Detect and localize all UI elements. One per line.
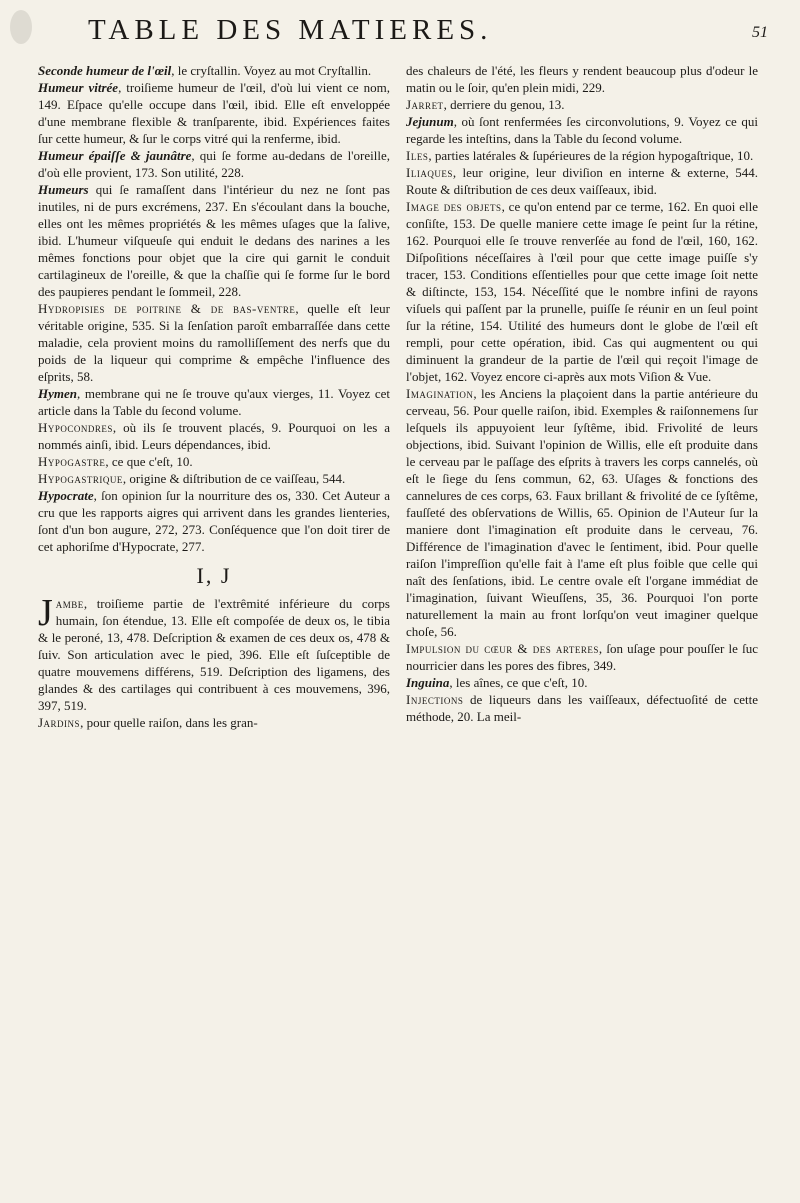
- index-entry: [406, 147, 758, 164]
- entry-text: des chaleurs de l'été, les fleurs y rendent beaucoup plus d'odeur le matin ou le ſoir, qu'en plein midi, 229.: [406, 63, 758, 95]
- index-entry: [406, 640, 758, 674]
- entry-headword: Hypogastrique: [38, 471, 123, 486]
- entry-text: qui ſe ramaſſent dans l'intérieur du nez ne ſont pas inutiles, ni de purs excrémens, 237. En s'écoulant dans la bouche, elles ont les mêmes propriétés & les mêmes uſages que la ſalive, ibid. L'humeur viſqueuſe qui enduit le dedans des narines a les mêmes fonctions pour objet que la cire qui garnit le conduit cartilagineux de l'oreille, & que la chaſſie qui ſe forme ſur le bord des paupieres pendant le ſommeil, 228.: [38, 182, 390, 299]
- left-column: [38, 62, 390, 731]
- entry-text: , membrane qui ne ſe trouve qu'aux vierges, 11. Voyez cet article dans la Table du ſecond volume.: [38, 386, 390, 418]
- entry-headword: Jejunum: [406, 114, 454, 129]
- entry-text: , les aînes, ce que c'eſt, 10.: [449, 675, 588, 690]
- entry-headword: Humeur épaiſſe & jaunâtre: [38, 148, 192, 163]
- entry-headword: Humeurs: [38, 182, 89, 197]
- entry-text: , parties latérales & ſupérieures de la région hypogaſtrique, 10.: [428, 148, 754, 163]
- index-entry: [406, 113, 758, 147]
- entry-headword: Injections: [406, 692, 464, 707]
- index-entry: [406, 385, 758, 640]
- index-entry: [406, 198, 758, 385]
- index-entry: [406, 164, 758, 198]
- entry-headword: Hypocrate: [38, 488, 94, 503]
- index-entry: [38, 62, 390, 79]
- entry-text: , troiſieme partie de l'extrêmité inférieure du corps humain, ſon étendue, 13. Elle eſt compoſée de deux os, le tibia & le peroné, 13, 478. Deſcription & examen de ces deux os, 478 & ſuiv. Son articulation avec le pied, 396. Elle eſt ſuſceptible de quatre mouvemens différens, 519. Deſcription des ligamens, des glandes & des cartilages qui contribuent à ces mouvemens, 396, 397, 519.: [38, 596, 390, 713]
- running-title: TABLE DES MATIERES.: [88, 14, 493, 46]
- entry-headword: Hypogastre: [38, 454, 106, 469]
- entry-headword: Iles: [406, 148, 429, 163]
- entry-text: de liqueurs dans les vaiſſeaux, défectuoſité de cette méthode, 20. La meil-: [406, 692, 758, 724]
- entry-headword: Hymen: [38, 386, 77, 401]
- entry-text: , leur origine, leur diviſion en interne & externe, 544. Route & diſtribution de ces deux vaiſſeaux, ibid.: [406, 165, 758, 197]
- right-column: [406, 62, 758, 725]
- entry-text: , pour quelle raiſon, dans les gran-: [80, 715, 258, 730]
- entry-text: , où ils ſe trouvent placés, 9. Pourquoi on les a nommés ainſi, ibid. Leurs dépendances, ibid.: [38, 420, 390, 452]
- entry-text: , quelle eſt leur véritable origine, 535. Si la ſenſation paroît embarraſſée dans cette maladie, cela provient moins du ramolliſſement des nerfs que du poids de la liqueur qui comprime & empêche l'influence des eſprits, 58.: [38, 301, 390, 384]
- entry-text: , les Anciens la plaçoient dans la partie antérieure du cerveau, 56. Pour quelle raiſon, ibid. Exemples & raiſonnemens ſur leſquels ils appuyoient leur ſyſtême, ibid. Frivolité de leurs objections, ibid. Suivant l'opinion de Willis, elle eſt produite dans le cerveau par le paſſage des eſprits à travers les corps cannelés, où eſt le ſiege du ſens commun, 62, 63. Uſages & fonctions des cannelures de ces corps, 63. Faux brillant & frivolité de ce ſyſtême, fauſſeté des obſervations de Willis, 65. Opinion de l'Auteur ſur la maniere dont l'imagination eſt produite dans le cerveau, 76. Différence de l'imagination d'avec le ſentiment, ibid. Pour quelle raiſon l'impreſſion qu'elle fait à l'ame eſt plus foible que celle qui naît des ſenſations, ibid. Le centre ovale eſt l'organe immédiat de l'imagination, ſuivant Wieuſſens, 35, 36. Pourquoi l'on porte naturellement la main au front lorſqu'on veut imaginer quelque choſe, 56.: [406, 386, 758, 639]
- drop-cap: J: [38, 592, 53, 634]
- section-letter: I, J: [196, 563, 232, 588]
- entry-headword: Jarret: [406, 97, 444, 112]
- entry-headword: ambe: [55, 596, 84, 611]
- entry-headword: Impulsion du cœur & des arteres: [406, 641, 599, 656]
- entry-headword: Imagination: [406, 386, 474, 401]
- index-entry: [38, 147, 390, 181]
- index-entry: [38, 181, 390, 300]
- index-entry: [38, 714, 390, 731]
- index-entry: [38, 487, 390, 555]
- entry-text: , où ſont renfermées ſes circonvolutions, 9. Voyez ce qui regarde les inteſtins, dans la Table du ſecond volume.: [406, 114, 758, 146]
- entry-headword: Image des objets: [406, 199, 502, 214]
- entry-text: , ce qu'on entend par ce terme, 162. En quoi elle conſiſte, 153. De quelle maniere cette image ſe peint ſur la rétine, 162. Pourquoi elle ſe trouve renverſée au fond de l'œil, 160, 162. Diſpoſitions néceſſaires à l'œil pour que cette image puiſſe s'y tracer, 153. Conditions eſſentielles pour que cette image ſoit nette & diſtincte, 153, 154. Néceſſité que le nombre infini de rayons viſuels qui paſſent par la prunelle, puiſſe ſe réunir en un ſeul point ſur la rétine, 154. Utilité des humeurs dont le globe de l'œil eſt rempli, pour cette opération, ibid. Cas qui augmentent ou qui diminuent la grandeur de la partie de l'œil qui reçoit l'image de l'objet, 162. Voyez encore ci-après aux mots Viſion & Vue.: [406, 199, 758, 384]
- entry-text: , derriere du genou, 13.: [443, 97, 565, 112]
- index-entry: [38, 470, 390, 487]
- entry-text: , ſon opinion ſur la nourriture des os, 330. Cet Auteur a cru que les rapports aigres qui arrivent dans les grandes lienteries, ſont d'un bon augure, 272, 273. Conſéquence que l'on doit tirer de cet aphoriſme d'Hypocrate, 277.: [38, 488, 390, 554]
- index-entry: [38, 419, 390, 453]
- page-header: [0, 8, 800, 58]
- index-entry: [38, 300, 390, 385]
- entry-headword: Jardins: [38, 715, 81, 730]
- entry-headword: Humeur vitrée: [38, 80, 119, 95]
- left-entries: [38, 62, 390, 555]
- entry-text: , ce que c'eſt, 10.: [105, 454, 193, 469]
- index-entry: [38, 592, 390, 714]
- entry-text: , troiſieme humeur de l'œil, d'où lui vient ce nom, 149. Eſpace qu'elle occupe dans l'œil, ibid. Elle eſt enveloppée d'une membrane flexible & tranſparente, ibid. Expériences faites ſur cette humeur, & ſur le corps vitré qui la renferme, ibid.: [38, 80, 391, 146]
- page-number: 51: [752, 24, 768, 41]
- entry-headword: Hydropisies de poitrine & de bas-ventre: [38, 301, 296, 316]
- index-entry: [406, 674, 758, 691]
- index-entry: [38, 79, 390, 147]
- entry-text: , qui ſe forme au-dedans de l'oreille, d'où elle provient, 173. Son utilité, 228.: [38, 148, 390, 180]
- entry-headword: Inguina: [406, 675, 450, 690]
- index-entry: [406, 691, 758, 725]
- entry-text: , ſon uſage pour pouſſer le ſuc nourricier dans les pores des fibres, 349.: [406, 641, 759, 673]
- entry-headword: Hypocondres: [38, 420, 113, 435]
- entry-text: , le cryſtallin. Voyez au mot Cryſtallin.: [171, 63, 372, 78]
- index-entry: [38, 453, 390, 470]
- right-entries: [406, 62, 758, 725]
- entry-text: , origine & diſtribution de ce vaiſſeau, 544.: [122, 471, 346, 486]
- left-entries-after: [38, 592, 390, 731]
- index-entry: [38, 385, 390, 419]
- index-entry: [406, 62, 758, 96]
- index-entry: [406, 96, 758, 113]
- entry-headword: Seconde humeur de l'œil: [38, 63, 172, 78]
- entry-headword: Iliaques: [406, 165, 453, 180]
